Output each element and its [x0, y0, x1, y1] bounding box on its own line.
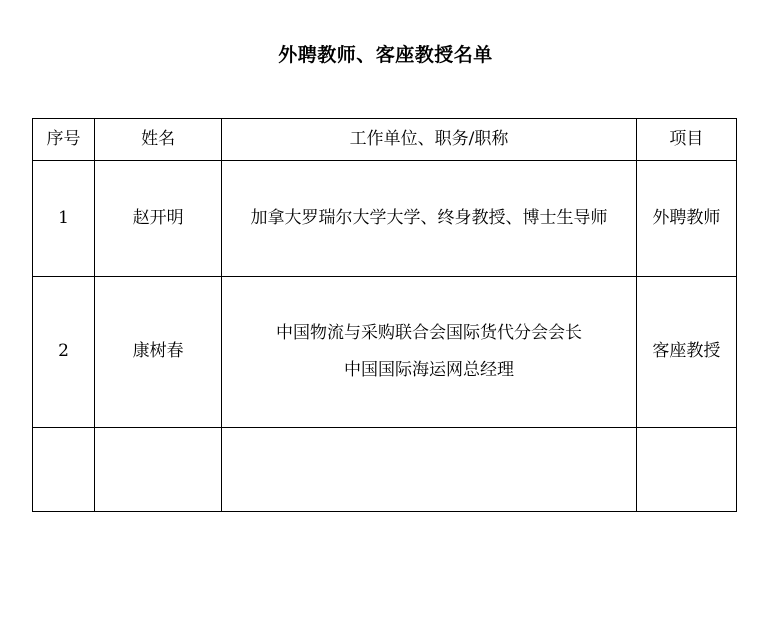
cell-unit: [222, 428, 637, 512]
unit-line: 中国物流与采购联合会国际货代分会会长: [276, 322, 583, 343]
cell-no: 1: [33, 161, 95, 277]
cell-unit: [222, 161, 637, 277]
cell-item: 客座教授: [636, 277, 736, 428]
header-item: 项目: [636, 119, 736, 161]
cell-unit: [222, 277, 637, 428]
cell-name: 赵开明: [95, 161, 222, 277]
cell-name: 康树春: [95, 277, 222, 428]
cell-no: 2: [33, 277, 95, 428]
header-name: 姓名: [95, 119, 222, 161]
table-header-row: [33, 119, 737, 161]
header-no: 序号: [33, 119, 95, 161]
cell-no: [33, 428, 95, 512]
cell-name: [95, 428, 222, 512]
cell-item: [636, 428, 736, 512]
unit-line: 加拿大罗瑞尔大学大学、终身教授、博士生导师: [250, 207, 608, 228]
table-row: [33, 161, 737, 277]
header-unit: 工作单位、职务/职称: [222, 119, 637, 161]
unit-line: 中国国际海运网总经理: [344, 360, 515, 380]
table-row-empty: [33, 428, 737, 512]
document-title: 外聘教师、客座教授名单: [278, 44, 493, 66]
cell-item: 外聘教师: [636, 161, 736, 277]
table-row: [33, 277, 737, 428]
roster-table: [32, 118, 737, 512]
